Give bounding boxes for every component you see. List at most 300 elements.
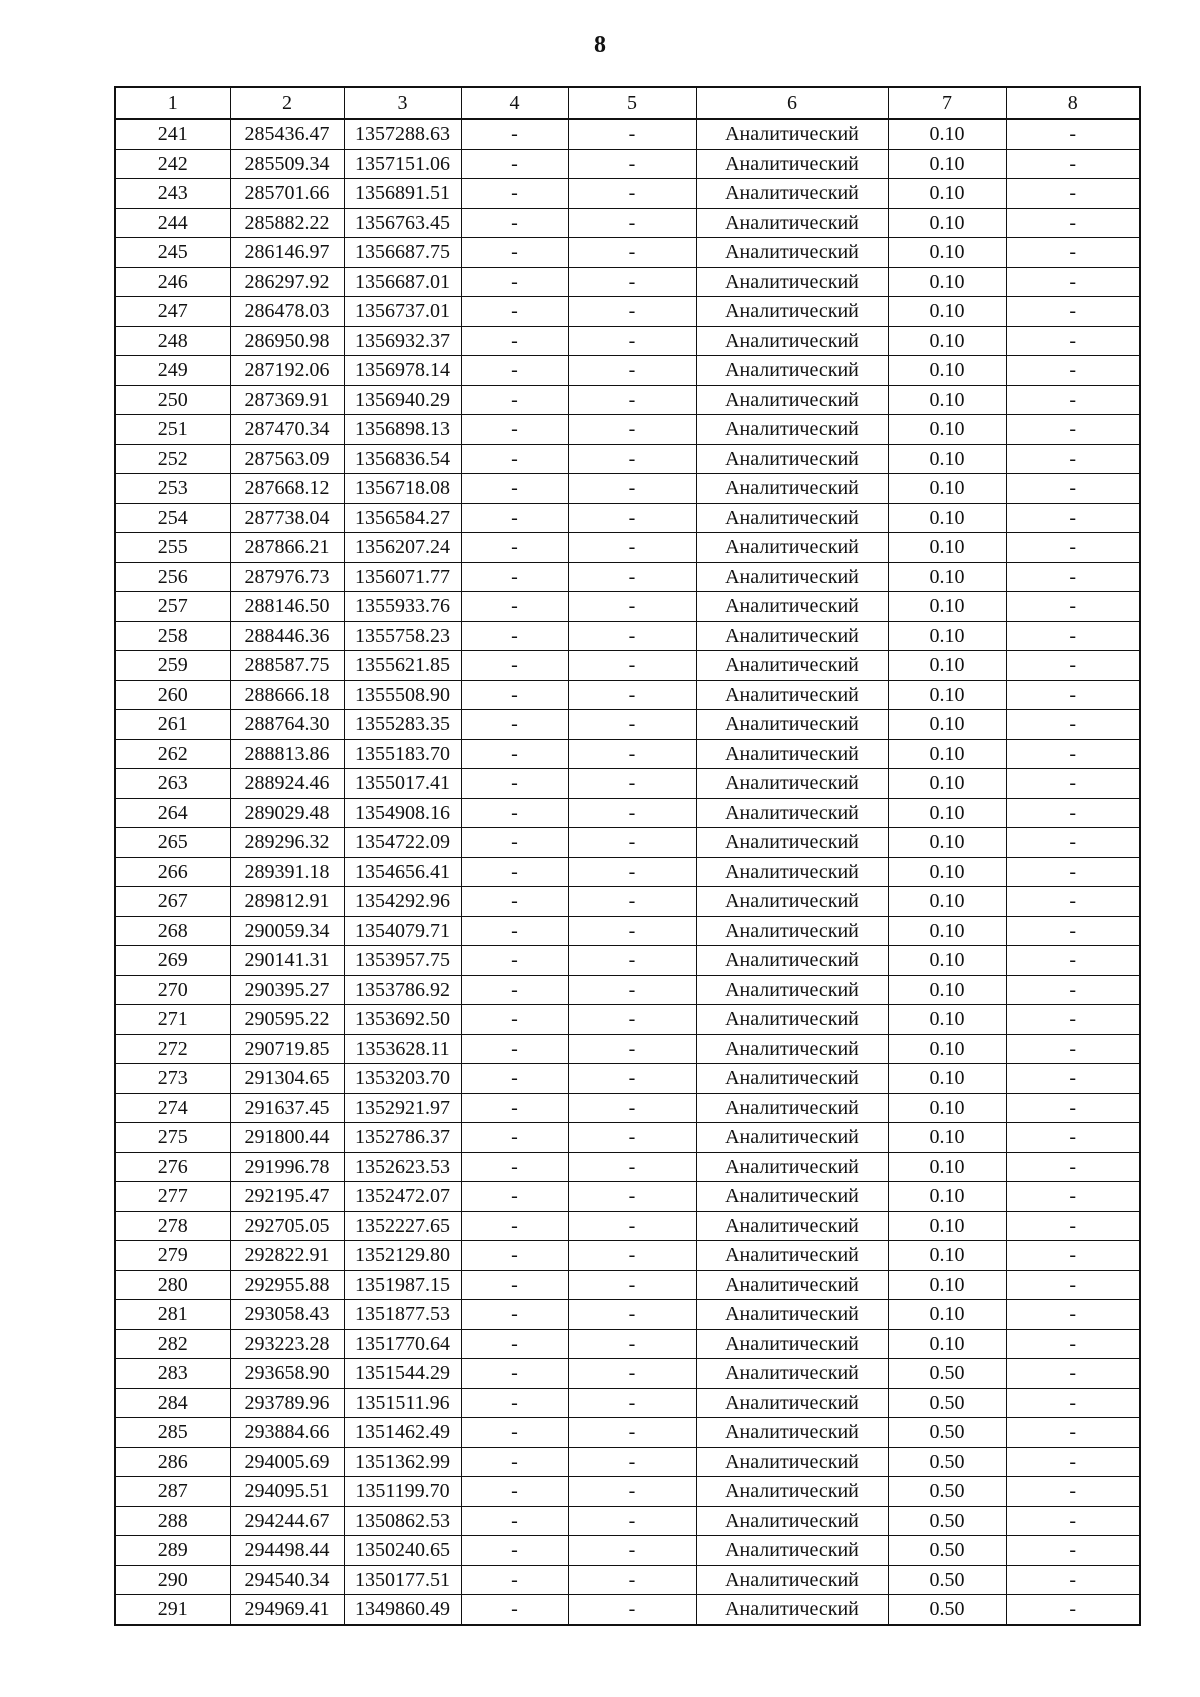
cell-row-number: 287 [115,1477,230,1507]
cell-coordinate-y: 1356687.01 [344,267,461,297]
cell-method: Аналитический [696,1477,888,1507]
cell-column-4: - [461,1565,568,1595]
cell-column-8: - [1006,680,1140,710]
cell-column-8: - [1006,1536,1140,1566]
cell-column-8: - [1006,887,1140,917]
cell-row-number: 282 [115,1329,230,1359]
cell-column-8: - [1006,651,1140,681]
cell-column-4: - [461,710,568,740]
cell-method: Аналитический [696,238,888,268]
cell-accuracy: 0.10 [888,149,1006,179]
cell-column-8: - [1006,1329,1140,1359]
cell-coordinate-y: 1351877.53 [344,1300,461,1330]
cell-coordinate-y: 1354722.09 [344,828,461,858]
cell-row-number: 252 [115,444,230,474]
cell-column-8: - [1006,1418,1140,1448]
cell-coordinate-y: 1354292.96 [344,887,461,917]
cell-coordinate-x: 294005.69 [230,1447,344,1477]
cell-row-number: 254 [115,503,230,533]
table-row [115,1182,1140,1212]
cell-coordinate-y: 1357151.06 [344,149,461,179]
cell-column-5: - [568,1123,696,1153]
cell-method: Аналитический [696,503,888,533]
cell-row-number: 266 [115,857,230,887]
cell-column-8: - [1006,267,1140,297]
cell-column-4: - [461,1477,568,1507]
cell-coordinate-x: 294244.67 [230,1506,344,1536]
cell-coordinate-x: 292955.88 [230,1270,344,1300]
cell-coordinate-x: 288764.30 [230,710,344,740]
cell-column-8: - [1006,857,1140,887]
column-header: 7 [888,87,1006,119]
cell-accuracy: 0.10 [888,503,1006,533]
cell-accuracy: 0.50 [888,1447,1006,1477]
cell-coordinate-x: 285436.47 [230,119,344,149]
cell-accuracy: 0.10 [888,1093,1006,1123]
cell-column-5: - [568,1005,696,1035]
cell-row-number: 249 [115,356,230,386]
cell-column-4: - [461,1388,568,1418]
cell-column-5: - [568,621,696,651]
cell-coordinate-x: 288146.50 [230,592,344,622]
cell-coordinate-y: 1351362.99 [344,1447,461,1477]
cell-column-5: - [568,267,696,297]
cell-column-4: - [461,503,568,533]
cell-accuracy: 0.10 [888,474,1006,504]
cell-accuracy: 0.10 [888,739,1006,769]
cell-column-5: - [568,474,696,504]
cell-column-4: - [461,1123,568,1153]
table-row [115,179,1140,209]
cell-accuracy: 0.50 [888,1536,1006,1566]
cell-method: Аналитический [696,1595,888,1625]
cell-method: Аналитический [696,1005,888,1035]
table-row [115,208,1140,238]
cell-coordinate-x: 293884.66 [230,1418,344,1448]
cell-coordinate-y: 1355017.41 [344,769,461,799]
cell-row-number: 273 [115,1064,230,1094]
cell-row-number: 272 [115,1034,230,1064]
cell-row-number: 244 [115,208,230,238]
cell-row-number: 269 [115,946,230,976]
cell-column-5: - [568,1241,696,1271]
cell-column-4: - [461,533,568,563]
table-row [115,857,1140,887]
cell-coordinate-y: 1355283.35 [344,710,461,740]
cell-column-4: - [461,592,568,622]
cell-method: Аналитический [696,1241,888,1271]
cell-accuracy: 0.10 [888,592,1006,622]
cell-row-number: 264 [115,798,230,828]
cell-coordinate-y: 1352129.80 [344,1241,461,1271]
cell-row-number: 281 [115,1300,230,1330]
cell-column-4: - [461,1182,568,1212]
cell-row-number: 245 [115,238,230,268]
table-row [115,267,1140,297]
cell-accuracy: 0.10 [888,238,1006,268]
cell-column-5: - [568,916,696,946]
cell-column-8: - [1006,119,1140,149]
cell-column-8: - [1006,710,1140,740]
cell-column-4: - [461,1064,568,1094]
cell-column-8: - [1006,179,1140,209]
table-row [115,769,1140,799]
cell-coordinate-y: 1353692.50 [344,1005,461,1035]
cell-method: Аналитический [696,297,888,327]
cell-coordinate-y: 1352227.65 [344,1211,461,1241]
cell-column-8: - [1006,533,1140,563]
cell-row-number: 262 [115,739,230,769]
cell-coordinate-x: 294095.51 [230,1477,344,1507]
coordinates-table [114,86,1141,1626]
cell-column-4: - [461,1005,568,1035]
cell-column-4: - [461,680,568,710]
cell-accuracy: 0.10 [888,1152,1006,1182]
cell-method: Аналитический [696,326,888,356]
cell-coordinate-y: 1354908.16 [344,798,461,828]
cell-coordinate-y: 1352786.37 [344,1123,461,1153]
cell-accuracy: 0.10 [888,444,1006,474]
cell-method: Аналитический [696,1536,888,1566]
cell-coordinate-x: 289812.91 [230,887,344,917]
cell-column-5: - [568,1182,696,1212]
cell-coordinate-x: 286950.98 [230,326,344,356]
cell-column-4: - [461,1152,568,1182]
cell-row-number: 284 [115,1388,230,1418]
table-row [115,1329,1140,1359]
cell-coordinate-y: 1351511.96 [344,1388,461,1418]
cell-coordinate-y: 1353786.92 [344,975,461,1005]
cell-accuracy: 0.10 [888,326,1006,356]
cell-column-4: - [461,651,568,681]
cell-coordinate-x: 293223.28 [230,1329,344,1359]
cell-column-8: - [1006,415,1140,445]
cell-coordinate-x: 287866.21 [230,533,344,563]
cell-row-number: 258 [115,621,230,651]
cell-coordinate-x: 289391.18 [230,857,344,887]
cell-method: Аналитический [696,1270,888,1300]
cell-method: Аналитический [696,119,888,149]
cell-column-5: - [568,179,696,209]
cell-row-number: 243 [115,179,230,209]
cell-column-4: - [461,444,568,474]
cell-accuracy: 0.10 [888,1300,1006,1330]
table-row [115,326,1140,356]
cell-column-5: - [568,1270,696,1300]
cell-column-5: - [568,385,696,415]
cell-coordinate-x: 287668.12 [230,474,344,504]
table-row [115,1388,1140,1418]
cell-column-4: - [461,208,568,238]
cell-coordinate-x: 286146.97 [230,238,344,268]
cell-coordinate-x: 290395.27 [230,975,344,1005]
cell-accuracy: 0.10 [888,1241,1006,1271]
cell-method: Аналитический [696,1152,888,1182]
cell-column-5: - [568,798,696,828]
cell-column-5: - [568,1477,696,1507]
cell-column-8: - [1006,1506,1140,1536]
cell-coordinate-y: 1356718.08 [344,474,461,504]
cell-column-8: - [1006,592,1140,622]
cell-method: Аналитический [696,651,888,681]
table-row [115,887,1140,917]
cell-column-8: - [1006,474,1140,504]
cell-method: Аналитический [696,179,888,209]
cell-coordinate-y: 1352472.07 [344,1182,461,1212]
table-row [115,798,1140,828]
cell-row-number: 291 [115,1595,230,1625]
table-row [115,356,1140,386]
cell-accuracy: 0.50 [888,1595,1006,1625]
cell-coordinate-y: 1350862.53 [344,1506,461,1536]
cell-accuracy: 0.10 [888,1270,1006,1300]
cell-column-4: - [461,297,568,327]
table-row [115,1506,1140,1536]
cell-column-5: - [568,326,696,356]
cell-row-number: 263 [115,769,230,799]
column-header: 8 [1006,87,1140,119]
cell-column-4: - [461,1034,568,1064]
cell-column-4: - [461,857,568,887]
cell-row-number: 285 [115,1418,230,1448]
cell-column-5: - [568,533,696,563]
cell-coordinate-y: 1356763.45 [344,208,461,238]
cell-row-number: 253 [115,474,230,504]
cell-column-5: - [568,444,696,474]
cell-accuracy: 0.10 [888,179,1006,209]
cell-method: Аналитический [696,1182,888,1212]
cell-coordinate-y: 1357288.63 [344,119,461,149]
cell-column-4: - [461,946,568,976]
cell-coordinate-x: 285701.66 [230,179,344,209]
cell-method: Аналитический [696,474,888,504]
cell-row-number: 286 [115,1447,230,1477]
cell-column-8: - [1006,326,1140,356]
table-row [115,946,1140,976]
cell-method: Аналитический [696,828,888,858]
cell-coordinate-y: 1352921.97 [344,1093,461,1123]
cell-coordinate-x: 292705.05 [230,1211,344,1241]
cell-coordinate-y: 1351544.29 [344,1359,461,1389]
cell-coordinate-x: 294498.44 [230,1536,344,1566]
cell-row-number: 261 [115,710,230,740]
table-row [115,1359,1140,1389]
cell-method: Аналитический [696,1359,888,1389]
table-row [115,297,1140,327]
cell-column-8: - [1006,1565,1140,1595]
cell-column-8: - [1006,1300,1140,1330]
column-header: 4 [461,87,568,119]
cell-coordinate-y: 1356737.01 [344,297,461,327]
column-header: 6 [696,87,888,119]
cell-accuracy: 0.10 [888,651,1006,681]
cell-method: Аналитический [696,1388,888,1418]
cell-coordinate-y: 1352623.53 [344,1152,461,1182]
cell-column-5: - [568,1152,696,1182]
table-row [115,533,1140,563]
cell-column-4: - [461,1300,568,1330]
cell-column-5: - [568,592,696,622]
cell-row-number: 283 [115,1359,230,1389]
cell-row-number: 246 [115,267,230,297]
cell-column-5: - [568,1300,696,1330]
cell-column-4: - [461,828,568,858]
cell-column-8: - [1006,1005,1140,1035]
table-row [115,1477,1140,1507]
cell-column-8: - [1006,1477,1140,1507]
cell-accuracy: 0.10 [888,857,1006,887]
cell-column-5: - [568,887,696,917]
cell-coordinate-y: 1349860.49 [344,1595,461,1625]
cell-column-5: - [568,238,696,268]
table-row [115,1211,1140,1241]
cell-coordinate-x: 286478.03 [230,297,344,327]
cell-coordinate-y: 1355183.70 [344,739,461,769]
cell-row-number: 255 [115,533,230,563]
table-row [115,651,1140,681]
cell-column-4: - [461,798,568,828]
cell-accuracy: 0.10 [888,710,1006,740]
cell-coordinate-x: 285882.22 [230,208,344,238]
cell-column-5: - [568,1536,696,1566]
cell-method: Аналитический [696,680,888,710]
cell-row-number: 257 [115,592,230,622]
cell-method: Аналитический [696,1300,888,1330]
cell-column-5: - [568,1359,696,1389]
cell-coordinate-y: 1355508.90 [344,680,461,710]
table-row [115,1034,1140,1064]
cell-accuracy: 0.10 [888,1005,1006,1035]
cell-accuracy: 0.10 [888,208,1006,238]
cell-column-8: - [1006,1064,1140,1094]
cell-column-4: - [461,415,568,445]
cell-accuracy: 0.10 [888,1123,1006,1153]
cell-accuracy: 0.10 [888,1211,1006,1241]
table-row [115,1418,1140,1448]
table-row [115,1123,1140,1153]
cell-coordinate-x: 292822.91 [230,1241,344,1271]
cell-row-number: 276 [115,1152,230,1182]
cell-coordinate-y: 1354656.41 [344,857,461,887]
cell-column-4: - [461,1270,568,1300]
cell-row-number: 250 [115,385,230,415]
cell-accuracy: 0.10 [888,975,1006,1005]
cell-method: Аналитический [696,444,888,474]
cell-column-4: - [461,1241,568,1271]
cell-coordinate-x: 287192.06 [230,356,344,386]
cell-coordinate-x: 286297.92 [230,267,344,297]
cell-accuracy: 0.10 [888,119,1006,149]
cell-column-4: - [461,1329,568,1359]
table-row [115,119,1140,149]
cell-row-number: 247 [115,297,230,327]
cell-column-4: - [461,179,568,209]
cell-method: Аналитический [696,1211,888,1241]
cell-method: Аналитический [696,267,888,297]
cell-method: Аналитический [696,798,888,828]
cell-column-8: - [1006,1241,1140,1271]
cell-column-4: - [461,1595,568,1625]
cell-coordinate-x: 288666.18 [230,680,344,710]
cell-coordinate-x: 293789.96 [230,1388,344,1418]
cell-coordinate-x: 293058.43 [230,1300,344,1330]
cell-coordinate-x: 289296.32 [230,828,344,858]
page-number: 8 [594,32,606,58]
cell-method: Аналитический [696,739,888,769]
cell-accuracy: 0.10 [888,267,1006,297]
table-row [115,1300,1140,1330]
cell-column-4: - [461,474,568,504]
cell-column-4: - [461,1447,568,1477]
cell-coordinate-y: 1351462.49 [344,1418,461,1448]
cell-column-5: - [568,769,696,799]
cell-column-5: - [568,503,696,533]
cell-row-number: 288 [115,1506,230,1536]
cell-column-8: - [1006,444,1140,474]
cell-accuracy: 0.10 [888,769,1006,799]
cell-method: Аналитический [696,946,888,976]
table-row [115,1064,1140,1094]
table-row [115,592,1140,622]
cell-method: Аналитический [696,916,888,946]
cell-column-4: - [461,739,568,769]
cell-accuracy: 0.50 [888,1418,1006,1448]
cell-column-4: - [461,621,568,651]
cell-column-8: - [1006,149,1140,179]
cell-coordinate-y: 1356687.75 [344,238,461,268]
cell-column-8: - [1006,1034,1140,1064]
cell-column-5: - [568,297,696,327]
cell-row-number: 267 [115,887,230,917]
cell-column-5: - [568,1565,696,1595]
cell-coordinate-x: 291996.78 [230,1152,344,1182]
cell-column-4: - [461,769,568,799]
cell-column-5: - [568,946,696,976]
cell-column-5: - [568,1064,696,1094]
cell-method: Аналитический [696,1418,888,1448]
cell-method: Аналитический [696,385,888,415]
cell-column-4: - [461,1536,568,1566]
cell-row-number: 280 [115,1270,230,1300]
cell-column-8: - [1006,1270,1140,1300]
cell-column-8: - [1006,562,1140,592]
cell-coordinate-x: 288587.75 [230,651,344,681]
cell-column-8: - [1006,1152,1140,1182]
cell-column-4: - [461,149,568,179]
cell-column-5: - [568,651,696,681]
cell-column-8: - [1006,621,1140,651]
cell-accuracy: 0.10 [888,297,1006,327]
table-row [115,149,1140,179]
cell-accuracy: 0.10 [888,1034,1006,1064]
table-row [115,385,1140,415]
table-body [115,119,1140,1625]
cell-coordinate-x: 291800.44 [230,1123,344,1153]
cell-column-8: - [1006,1211,1140,1241]
column-header: 2 [230,87,344,119]
cell-accuracy: 0.10 [888,1182,1006,1212]
cell-method: Аналитический [696,1565,888,1595]
table-row [115,1270,1140,1300]
cell-coordinate-x: 294969.41 [230,1595,344,1625]
column-header: 1 [115,87,230,119]
cell-coordinate-y: 1351770.64 [344,1329,461,1359]
cell-row-number: 275 [115,1123,230,1153]
cell-accuracy: 0.10 [888,828,1006,858]
cell-coordinate-x: 290595.22 [230,1005,344,1035]
cell-row-number: 278 [115,1211,230,1241]
cell-column-5: - [568,828,696,858]
